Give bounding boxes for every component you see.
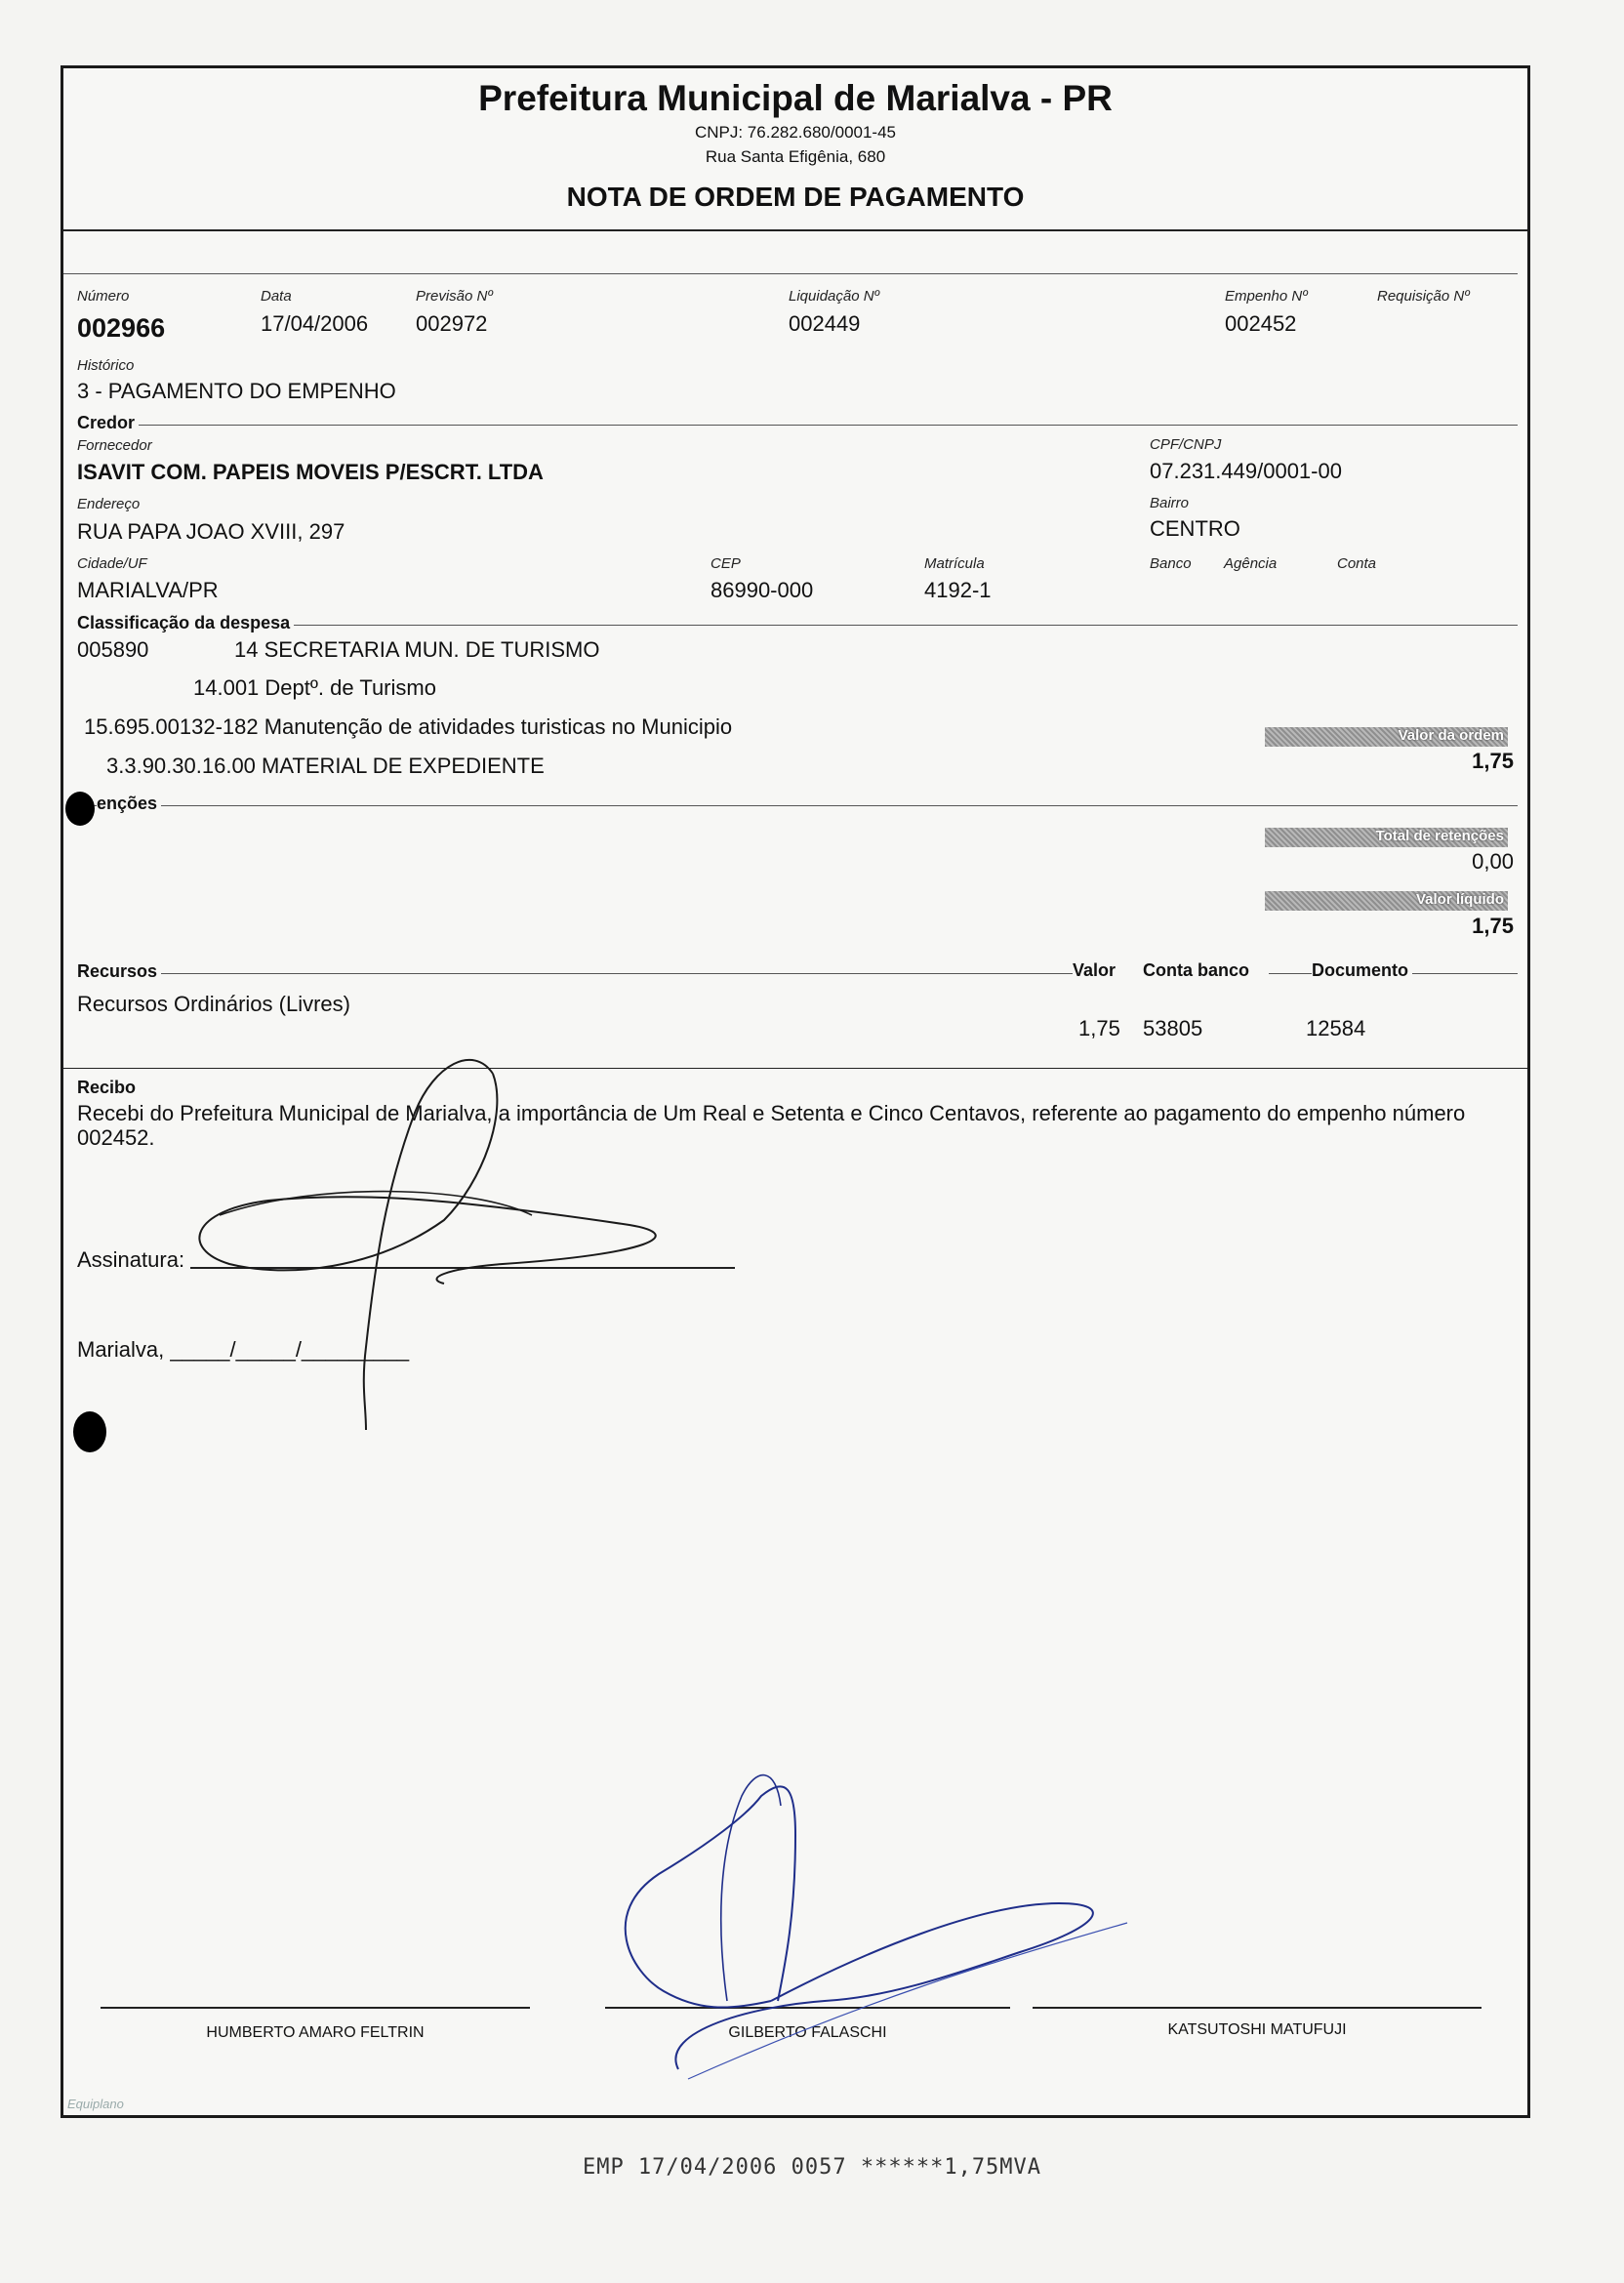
signatory-2: GILBERTO FALASCHI	[728, 2024, 887, 2041]
banco-label: Banco	[1150, 555, 1192, 572]
receipt-signature	[122, 1025, 805, 1435]
liquidacao-label: Liquidação Nº	[789, 288, 880, 305]
programa-value: 15.695.00132-182 Manutenção de atividades turisticas no Municipio	[84, 714, 733, 739]
recursos-documento: 12584	[1306, 1016, 1366, 1040]
retencoes-rule	[77, 805, 1518, 806]
total-retencoes-value: 0,00	[1472, 849, 1514, 874]
municipality-cnpj: CNPJ: 76.282.680/0001-45	[694, 123, 897, 142]
data-value: 17/04/2006	[261, 311, 369, 336]
historico-label: Histórico	[77, 357, 135, 374]
assinatura-label: Assinatura:	[77, 1247, 185, 1272]
valor-ordem-value: 1,75	[1472, 749, 1514, 773]
numero-value: 002966	[77, 313, 166, 343]
blue-signature	[571, 1708, 1157, 2118]
recursos-rule-end	[1412, 973, 1518, 974]
valor-ordem-bar	[1265, 727, 1508, 747]
departamento-value: 14.001 Deptº. de Turismo	[193, 675, 436, 700]
signature-line-1	[101, 2007, 530, 2009]
empenho-value: 002452	[1225, 311, 1297, 336]
signatory-1: HUMBERTO AMARO FELTRIN	[206, 2024, 425, 2041]
matricula-value: 4192-1	[924, 578, 992, 602]
valor-heading: Valor	[1073, 960, 1119, 981]
liquidacao-value: 002449	[789, 311, 861, 336]
fornecedor-value: ISAVIT COM. PAPEIS MOVEIS P/ESCRT. LTDA	[77, 460, 544, 484]
document-title: NOTA DE ORDEM DE PAGAMENTO	[566, 182, 1025, 212]
elemento-value: 3.3.90.30.16.00 MATERIAL DE EXPEDIENTE	[106, 754, 545, 778]
cpf-cnpj-label: CPF/CNPJ	[1150, 436, 1222, 453]
payment-order-form	[61, 65, 1530, 2118]
secretaria-value: 14 SECRETARIA MUN. DE TURISMO	[234, 637, 600, 662]
valor-liquido-label: Valor líquido	[1415, 891, 1504, 908]
bairro-label: Bairro	[1150, 495, 1190, 511]
previsao-label: Previsão Nº	[416, 288, 493, 305]
cep-label: CEP	[710, 555, 741, 572]
municipality-title: Prefeitura Municipal de Marialva - PR	[478, 78, 1113, 118]
punch-hole	[65, 792, 95, 826]
signatory-3: KATSUTOSHI MATUFUJI	[1167, 2021, 1347, 2038]
valor-liquido-value: 1,75	[1472, 914, 1514, 938]
recursos-heading: Recursos	[77, 961, 161, 982]
local-data-line: Marialva, _____/_____/_________	[77, 1337, 410, 1362]
credor-rule	[77, 425, 1518, 426]
empenho-label: Empenho Nº	[1225, 288, 1308, 305]
documento-heading: Documento	[1312, 960, 1412, 981]
endereco-label: Endereço	[77, 496, 141, 512]
matricula-label: Matrícula	[924, 555, 985, 572]
retencoes-heading: enções	[97, 794, 161, 814]
recursos-rule	[77, 973, 1073, 974]
requisicao-label: Requisição Nº	[1377, 288, 1470, 305]
cpf-cnpj-value: 07.231.449/0001-00	[1150, 459, 1342, 483]
municipality-address: Rua Santa Efigênia, 680	[705, 147, 886, 166]
recursos-rule-mid	[1269, 973, 1313, 974]
total-retencoes-bar	[1265, 828, 1508, 847]
historico-value: 3 - PAGAMENTO DO EMPENHO	[77, 379, 396, 403]
recibo-text-line1: Recebi do Prefeitura Municipal de Marialva, a importância de Um Real e Setenta e Cinco Centavos, referente ao pagamento do empenho número	[77, 1101, 1466, 1125]
fornecedor-label: Fornecedor	[77, 437, 152, 454]
numero-label: Número	[77, 288, 130, 305]
total-retencoes-label: Total de retenções	[1375, 828, 1504, 844]
bairro-value: CENTRO	[1150, 516, 1240, 541]
recibo-heading: Recibo	[77, 1078, 140, 1098]
watermark-text: Equiplano	[67, 2097, 124, 2111]
cidade-label: Cidade/UF	[77, 555, 147, 572]
recibo-text-line2: 002452.	[77, 1125, 155, 1150]
recursos-descricao: Recursos Ordinários (Livres)	[77, 992, 350, 1016]
agencia-label: Agência	[1224, 555, 1278, 572]
data-label: Data	[261, 288, 292, 305]
valor-ordem-label: Valor da ordem	[1398, 727, 1504, 744]
valor-liquido-bar	[1265, 891, 1508, 911]
classificacao-codigo: 005890	[77, 637, 149, 662]
punch-hole	[73, 1411, 106, 1452]
recursos-valor: 1,75	[1078, 1016, 1120, 1040]
conta-label: Conta	[1337, 555, 1377, 572]
processing-stamp: EMP 17/04/2006 0057 ******1,75MVA	[582, 2155, 1042, 2180]
header-divider	[63, 229, 1527, 231]
cidade-value: MARIALVA/PR	[77, 578, 219, 602]
conta-banco-heading: Conta banco	[1143, 960, 1253, 981]
previsao-value: 002972	[416, 311, 488, 336]
endereco-value: RUA PAPA JOAO XVIII, 297	[77, 519, 345, 544]
top-rule	[63, 273, 1518, 274]
cep-value: 86990-000	[710, 578, 814, 602]
recursos-conta-banco: 53805	[1143, 1016, 1203, 1040]
credor-heading: Credor	[77, 413, 139, 433]
classificacao-heading: Classificação da despesa	[77, 613, 294, 633]
